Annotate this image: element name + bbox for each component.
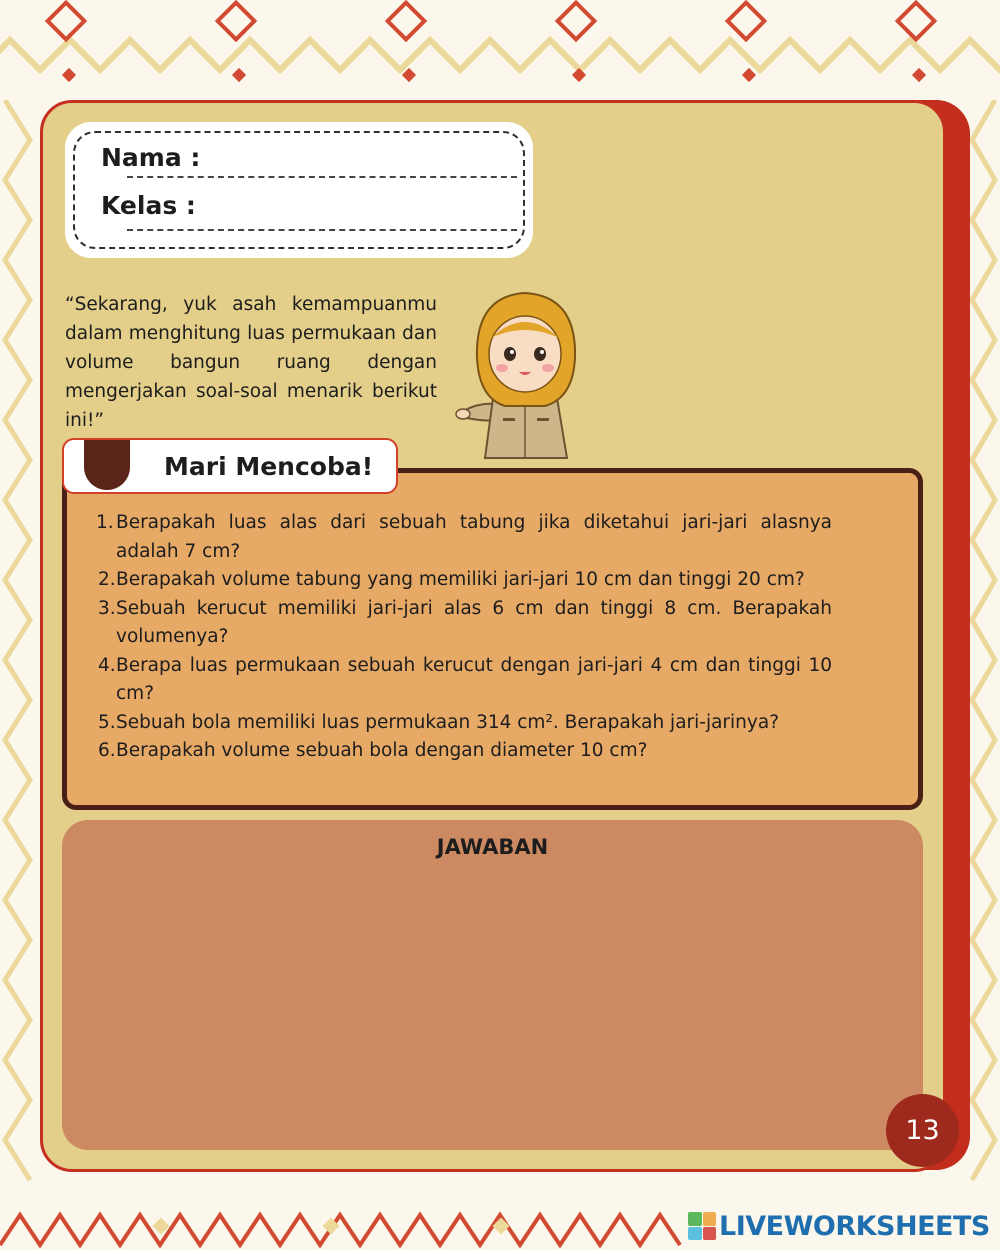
list-item bbox=[98, 737, 832, 766]
top-pattern bbox=[0, 0, 1000, 100]
list-item bbox=[98, 709, 832, 738]
list-item bbox=[98, 595, 832, 652]
question-number: 6. bbox=[98, 740, 116, 761]
name-label: Nama : bbox=[101, 143, 201, 172]
section-tab bbox=[62, 438, 398, 494]
question-list bbox=[98, 509, 832, 766]
question-text: Berapakah volume tabung yang memiliki jari-jari 10 cm dan tinggi 20 cm? bbox=[116, 569, 805, 590]
question-number: 5. bbox=[98, 711, 116, 733]
liveworksheets-logo-icon bbox=[688, 1212, 716, 1240]
question-text: Sebuah bola memiliki luas permukaan 314 cm². Berapakah jari-jarinya? bbox=[116, 711, 780, 733]
list-item bbox=[98, 652, 832, 709]
brand-name: LIVEWORKSHEETS bbox=[719, 1210, 990, 1242]
class-label: Kelas : bbox=[101, 191, 196, 220]
question-text: Berapakah luas alas dari sebuah tabung jika diketahui jari-jari alasnya adalah 7 cm? bbox=[116, 512, 832, 562]
bookmark-icon bbox=[84, 438, 130, 490]
identity-card-border bbox=[73, 131, 525, 249]
question-number: 2. bbox=[98, 569, 116, 590]
left-pattern bbox=[0, 100, 40, 1205]
intro-text: “Sekarang, yuk asah kemampuanmu dalam menghitung luas permukaan dan volume bangun ruang dengan mengerjakan soal-soal menarik berikut ini!” bbox=[65, 294, 437, 431]
list-item bbox=[98, 566, 832, 595]
identity-card bbox=[65, 122, 533, 258]
question-number: 3. bbox=[98, 597, 116, 619]
question-number: 4. bbox=[98, 654, 116, 676]
class-field[interactable] bbox=[127, 229, 517, 231]
brand-watermark bbox=[688, 1208, 990, 1244]
question-text: Berapa luas permukaan sebuah kerucut dengan jari-jari 4 cm dan tinggi 10 cm? bbox=[116, 654, 832, 704]
answer-title: JAWABAN bbox=[436, 835, 549, 859]
name-field[interactable] bbox=[127, 176, 517, 178]
question-text: Sebuah kerucut memiliki jari-jari alas 6 cm dan tinggi 8 cm. Berapakah volumenya? bbox=[116, 597, 832, 647]
teacher-illustration bbox=[455, 288, 595, 463]
answer-area[interactable] bbox=[62, 820, 923, 1150]
question-number: 1. bbox=[96, 512, 114, 533]
question-text: Berapakah volume sebuah bola dengan diameter 10 cm? bbox=[116, 740, 648, 761]
list-item bbox=[98, 509, 832, 566]
page-number: 13 bbox=[886, 1094, 959, 1167]
section-title: Mari Mencoba! bbox=[164, 452, 374, 481]
